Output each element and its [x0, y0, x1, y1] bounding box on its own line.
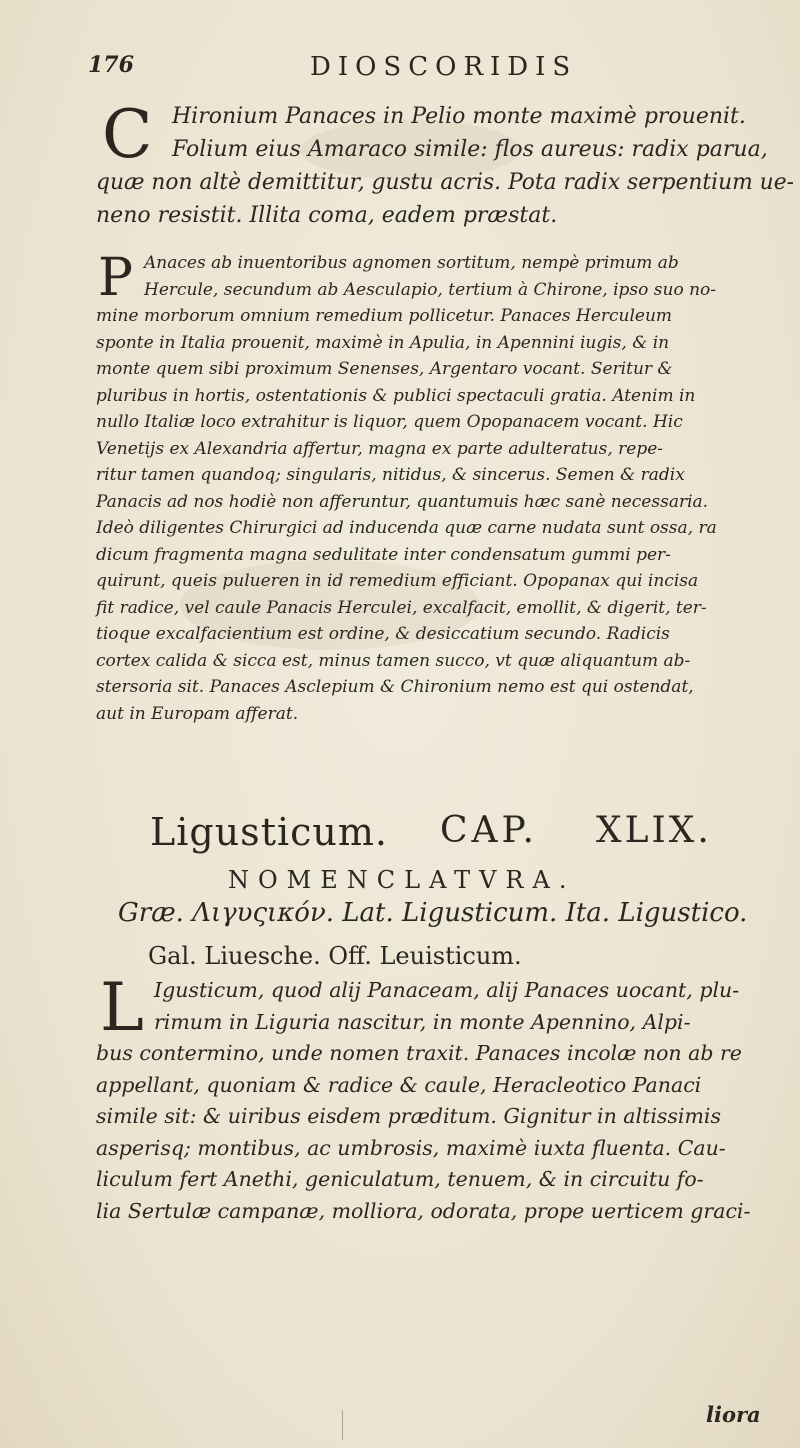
- synonyms-line: Gal. Liuesche. Off. Leuisticum.: [148, 942, 522, 970]
- chapter-title: Ligusticum.: [150, 810, 388, 854]
- text-line: fit radice, vel caule Panacis Herculei, excalfacit, emollit, & digerit, ter-: [96, 597, 707, 618]
- text-line: Folium eius Amaraco simile: flos aureus: radix parua,: [172, 137, 768, 162]
- text-line: Hironium Panaces in Pelio monte maximè prouenit.: [172, 104, 746, 129]
- text-line: Venetijs ex Alexandria affertur, magna ex parte adulteratus, repe-: [96, 438, 664, 459]
- text-line: Igusticum, quod alij Panaceam, alij Panaces uocant, plu-: [154, 978, 740, 1002]
- text-line: sponte in Italia prouenit, maximè in Apulia, in Apennini iugis, & in: [96, 332, 670, 353]
- text-line: bus contermino, unde nomen traxit. Panaces incolæ non ab re: [96, 1041, 742, 1065]
- text-line: simile sit: & uiribus eisdem præditum. Gignitur in altissimis: [96, 1104, 721, 1128]
- text-line: quirunt, queis pulueren in id remedium efficiant. Opopanax qui incisa: [96, 571, 699, 591]
- text-line: monte quem sibi proximum Senenses, Argentaro vocant. Seritur &: [96, 359, 673, 379]
- chapter-cap-label: CAP.: [440, 810, 538, 851]
- text-line: liculum fert Anethi, geniculatum, tenuem, & in circuitu fo-: [96, 1167, 704, 1191]
- text-line: quæ non altè demittitur, gustu acris. Pota radix serpentium ue-: [96, 170, 794, 195]
- text-line: aut in Europam afferat.: [96, 703, 299, 724]
- text-line: ritur tamen quandoq; singularis, nitidus, & sincerus. Semen & radix: [96, 465, 685, 485]
- text-line: Hercule, secundum ab Aesculapio, tertium à Chirone, ipso suo no-: [144, 279, 717, 300]
- paragraph-ligusticum: [96, 969, 794, 1227]
- paragraph-chironium: [96, 96, 794, 232]
- text-line: lia Sertulæ campanæ, molliora, odorata, prope uerticem graci-: [96, 1198, 751, 1223]
- text-line: Panacis ad nos hodiè non afferuntur, quantumuis hæc sanè necessaria.: [96, 491, 709, 512]
- page-header: [88, 48, 748, 88]
- drop-cap: L: [100, 969, 144, 1046]
- text-line: mine morborum omnium remedium pollicetur. Panaces Herculeum: [96, 306, 673, 326]
- text-line: pluribus in hortis, ostentationis & publici spectaculi gratia. Atenim in: [96, 385, 696, 406]
- text-line: neno resistit. Illita coma, eadem præstat.: [96, 203, 558, 228]
- text-line: nullo Italiæ loco extrahitur is liquor, quem Opopanacem vocant. Hic: [96, 412, 683, 432]
- catchword: liora: [706, 1402, 761, 1427]
- paragraph-panaces: [96, 250, 794, 727]
- text-line: rimum in Liguria nascitur, in monte Apennino, Alpi-: [154, 1009, 691, 1034]
- text-line: appellant, quoniam & radice & caule, Heracleotico Panaci: [96, 1072, 702, 1097]
- text-line: dicum fragmenta magna sedulitate inter condensatum gummi per-: [96, 544, 671, 565]
- synonyms-line: Græ. Λιγυςικόν. Lat. Ligusticum. Ita. Ligustico.: [118, 898, 748, 928]
- text-line: Anaces ab inuentoribus agnomen sortitum, nempè primum ab: [144, 253, 679, 273]
- text-line: cortex calida & sicca est, minus tamen succo, vt quæ aliquantum ab-: [96, 650, 691, 671]
- gutter-mark: [342, 1410, 343, 1440]
- text-line: stersoria sit. Panaces Asclepium & Chironium nemo est qui ostendat,: [96, 677, 694, 697]
- drop-cap: P: [98, 248, 133, 308]
- drop-cap: C: [102, 96, 153, 173]
- running-title: DIOSCORIDIS: [310, 52, 578, 82]
- nomenclatura-heading: NOMENCLATVRA.: [228, 866, 576, 894]
- chapter-number: XLIX.: [596, 810, 712, 851]
- page-number: 176: [88, 52, 134, 78]
- text-line: tioque excalfacientium est ordine, & desiccatium secundo. Radicis: [96, 624, 670, 644]
- text-line: Ideò diligentes Chirurgici ad inducenda quæ carne nudata sunt ossa, ra: [96, 518, 717, 538]
- chapter-heading: [150, 810, 790, 854]
- text-line: asperisq; montibus, ac umbrosis, maximè iuxta fluenta. Cau-: [96, 1135, 726, 1160]
